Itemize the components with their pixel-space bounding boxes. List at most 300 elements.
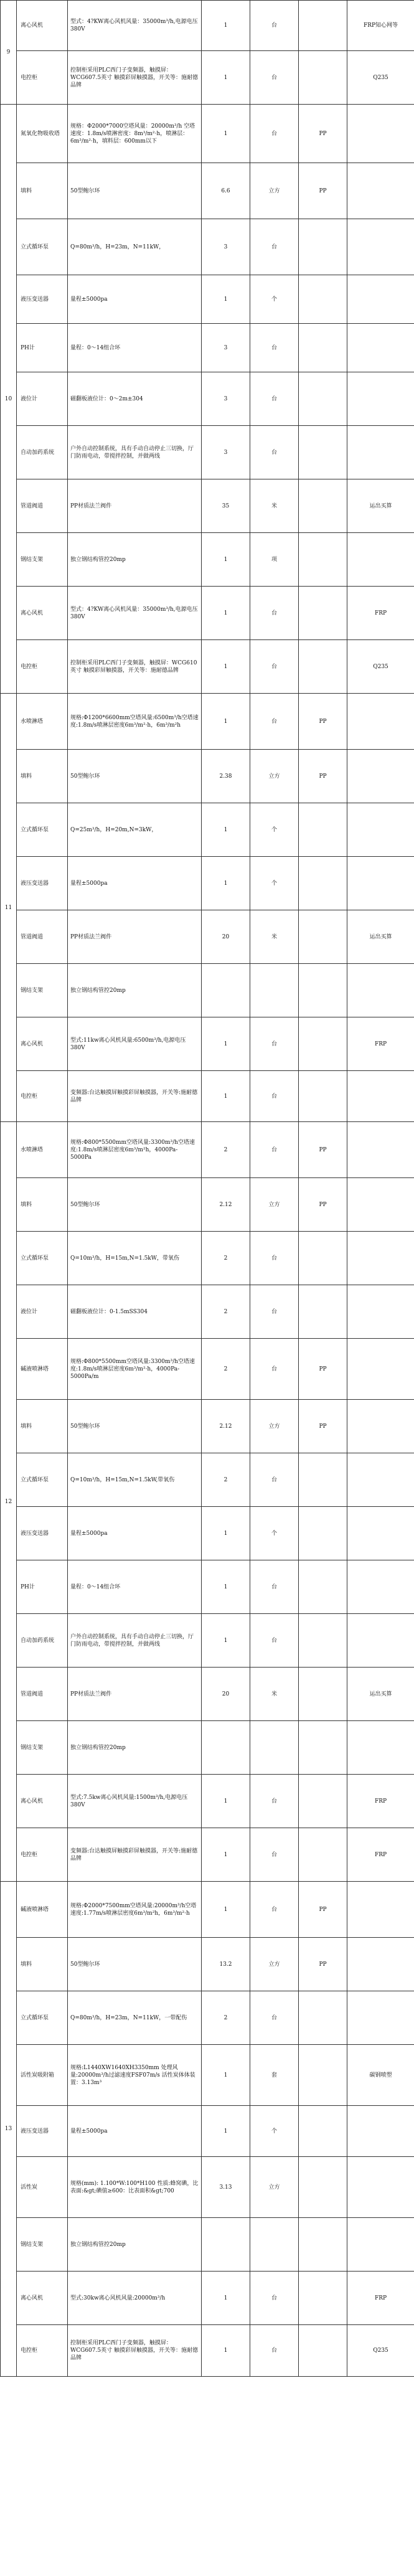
- unit-cell: 台: [250, 372, 299, 426]
- quantity-cell: 20: [202, 1668, 250, 1721]
- material-cell: [299, 1, 347, 51]
- material-cell: PP: [299, 1400, 347, 1453]
- quantity-cell: 2.12: [202, 1400, 250, 1453]
- spec-cell: 磁翻板液位计：0～2m±304: [68, 372, 202, 426]
- spec-cell: Q=25m³/h，H=20m,N=3kW，: [68, 803, 202, 857]
- remark-cell: [347, 1285, 414, 1339]
- spec-cell: PP材质法兰阀件: [68, 910, 202, 964]
- quantity-cell: 2: [202, 1122, 250, 1178]
- unit-cell: 台: [250, 1775, 299, 1828]
- spec-cell: 户外自动控制系统，具有手动自动停止三切换，厅门防雨电动，带搅拌控制，并做两线: [68, 426, 202, 479]
- item-name-cell: 钢结支架: [17, 533, 68, 587]
- quantity-cell: 20: [202, 910, 250, 964]
- remark-cell: [347, 1122, 414, 1178]
- table-row: [1, 2218, 414, 2272]
- unit-cell: 米: [250, 479, 299, 533]
- quantity-cell: 3: [202, 324, 250, 372]
- item-name-cell: 立式循环泵: [17, 1232, 68, 1285]
- quantity-cell: 1: [202, 275, 250, 324]
- item-name-cell: 立式循环泵: [17, 1991, 68, 2045]
- remark-cell: [347, 275, 414, 324]
- unit-cell: 台: [250, 219, 299, 275]
- quantity-cell: 1: [202, 857, 250, 910]
- quantity-cell: 1: [202, 1, 250, 51]
- quantity-cell: 3.13: [202, 2157, 250, 2218]
- quantity-cell: 35: [202, 479, 250, 533]
- spec-cell: 独立钢结构管控20mp: [68, 1721, 202, 1775]
- item-name-cell: 活性炭吸附箱: [17, 2045, 68, 2106]
- quantity-cell: 1: [202, 533, 250, 587]
- material-cell: [299, 2272, 347, 2325]
- item-name-cell: 电控柜: [17, 51, 68, 105]
- remark-cell: Q235: [347, 51, 414, 105]
- remark-cell: 运出买算: [347, 910, 414, 964]
- spec-cell: 型式：4?KW离心风机风量：35000m³/h,电源电压380V: [68, 1, 202, 51]
- material-cell: [299, 219, 347, 275]
- item-name-cell: 离心风机: [17, 587, 68, 640]
- remark-cell: [347, 857, 414, 910]
- unit-cell: 个: [250, 857, 299, 910]
- quantity-cell: 2.12: [202, 1178, 250, 1232]
- remark-cell: [347, 694, 414, 750]
- spec-cell: Q=80m³/h，H=23m，N=11kW，一带配伤: [68, 1991, 202, 2045]
- spec-cell: 控制柜采用PLC西门子变频器，触摸屏：WCG607.5英寸 触摸彩屏触摸器，开关等：施耐德品牌: [68, 51, 202, 105]
- spec-cell: 量程：0～14组合环: [68, 324, 202, 372]
- material-cell: [299, 2106, 347, 2157]
- unit-cell: 台: [250, 105, 299, 163]
- material-cell: [299, 1017, 347, 1071]
- group-number-cell: 10: [1, 105, 17, 694]
- material-cell: [299, 479, 347, 533]
- material-cell: [299, 1991, 347, 2045]
- material-cell: [299, 1828, 347, 1882]
- remark-cell: [347, 1339, 414, 1400]
- table-row: [1, 1178, 414, 1232]
- remark-cell: [347, 219, 414, 275]
- table-row: [1, 1938, 414, 1991]
- item-name-cell: 离心风机: [17, 2272, 68, 2325]
- material-cell: [299, 640, 347, 694]
- unit-cell: 台: [250, 694, 299, 750]
- spec-cell: 型式:30kw离心风机风量:20000m³/h: [68, 2272, 202, 2325]
- unit-cell: 立方: [250, 2157, 299, 2218]
- item-name-cell: 电控柜: [17, 2325, 68, 2377]
- quantity-cell: 1: [202, 1882, 250, 1938]
- group-number-cell: 9: [1, 1, 17, 105]
- item-name-cell: 水喷淋塔: [17, 694, 68, 750]
- spec-cell: 型式：4?KW离心风机风量：35000m³/h,电源电压380V: [68, 587, 202, 640]
- quantity-cell: 1: [202, 1828, 250, 1882]
- table-row: [1, 324, 414, 372]
- item-name-cell: 钢结支架: [17, 1721, 68, 1775]
- remark-cell: FRP: [347, 2272, 414, 2325]
- spec-cell: 量程±5000pa: [68, 857, 202, 910]
- table-row: [1, 1071, 414, 1122]
- quantity-cell: 3: [202, 372, 250, 426]
- spec-cell: 变频器:台达触摸屏触摸彩屏触摸器，开关等:施耐德品牌: [68, 1071, 202, 1122]
- item-name-cell: 液压变送器: [17, 2106, 68, 2157]
- item-name-cell: PH计: [17, 1560, 68, 1614]
- remark-cell: [347, 105, 414, 163]
- remark-cell: 运出买算: [347, 479, 414, 533]
- unit-cell: 台: [250, 324, 299, 372]
- item-name-cell: 液压变送器: [17, 275, 68, 324]
- remark-cell: FRP: [347, 587, 414, 640]
- group-number-cell: 13: [1, 1882, 17, 2377]
- material-cell: PP: [299, 1938, 347, 1991]
- material-cell: PP: [299, 694, 347, 750]
- table-row: [1, 803, 414, 857]
- spec-cell: 50型鲍尔环: [68, 1938, 202, 1991]
- quantity-cell: 2: [202, 1232, 250, 1285]
- quantity-cell: 1: [202, 1507, 250, 1560]
- table-row: [1, 1721, 414, 1775]
- spec-cell: 变频器:台达触摸屏触摸彩屏触摸器，开关等:施耐德品牌: [68, 1828, 202, 1882]
- unit-cell: 台: [250, 51, 299, 105]
- material-cell: [299, 1560, 347, 1614]
- unit-cell: 项: [250, 533, 299, 587]
- material-cell: [299, 1668, 347, 1721]
- spec-cell: 型式:11kw离心风机风量:6500m³/h,电源电压380V: [68, 1017, 202, 1071]
- quantity-cell: [202, 1721, 250, 1775]
- material-cell: [299, 51, 347, 105]
- unit-cell: 台: [250, 2272, 299, 2325]
- quantity-cell: 1: [202, 803, 250, 857]
- unit-cell: 台: [250, 1232, 299, 1285]
- material-cell: [299, 1285, 347, 1339]
- item-name-cell: 碱液喷淋塔: [17, 1339, 68, 1400]
- spec-cell: 量程±5000pa: [68, 1507, 202, 1560]
- quantity-cell: 1: [202, 640, 250, 694]
- material-cell: [299, 2325, 347, 2377]
- material-cell: PP: [299, 1339, 347, 1400]
- table-row: [1, 372, 414, 426]
- item-name-cell: 管道阀道: [17, 1668, 68, 1721]
- table-row: [1, 2272, 414, 2325]
- spec-cell: 规格:Φ800*5500mm空塔风量:3300m³/h空塔速度:1.8m/s喷淋层密度6m³/m²h，4000Pa-5000Pa: [68, 1122, 202, 1178]
- material-cell: [299, 857, 347, 910]
- remark-cell: [347, 1071, 414, 1122]
- spec-cell: 控制柜采用PLC西门子变频器，触摸屏：WCG607.5英寸 触摸彩屏触摸器，开关等：施耐德品牌: [68, 2325, 202, 2377]
- item-name-cell: 自动加药系统: [17, 1614, 68, 1668]
- item-name-cell: 电控柜: [17, 1828, 68, 1882]
- remark-cell: [347, 1614, 414, 1668]
- table-row: [1, 479, 414, 533]
- table-row: [1, 750, 414, 803]
- table-row: [1, 426, 414, 479]
- spec-cell: 50型鲍尔环: [68, 750, 202, 803]
- item-name-cell: 立式循环泵: [17, 219, 68, 275]
- table-row: [1, 1285, 414, 1339]
- spec-cell: 控制柜采用PLC西门子变频器，触摸屏：WCG610英寸 触摸彩屏触摸器，开关等：施耐德品牌: [68, 640, 202, 694]
- quantity-cell: 1: [202, 2272, 250, 2325]
- unit-cell: 套: [250, 2045, 299, 2106]
- spec-cell: PP材质法兰阀件: [68, 479, 202, 533]
- table-row: [1, 1668, 414, 1721]
- remark-cell: [347, 2106, 414, 2157]
- remark-cell: FRP: [347, 1775, 414, 1828]
- remark-cell: [347, 1232, 414, 1285]
- material-cell: PP: [299, 1178, 347, 1232]
- material-cell: PP: [299, 1122, 347, 1178]
- table-row: [1, 1507, 414, 1560]
- spec-cell: 独立钢结构管控20mp: [68, 964, 202, 1017]
- material-cell: PP: [299, 105, 347, 163]
- remark-cell: [347, 1991, 414, 2045]
- remark-cell: 运出买算: [347, 1668, 414, 1721]
- material-cell: [299, 1721, 347, 1775]
- remark-cell: [347, 324, 414, 372]
- item-name-cell: 管道阀道: [17, 910, 68, 964]
- unit-cell: 台: [250, 1, 299, 51]
- table-row: [1, 694, 414, 750]
- unit-cell: 台: [250, 1828, 299, 1882]
- table-row: [1, 587, 414, 640]
- remark-cell: [347, 803, 414, 857]
- item-name-cell: 离心风机: [17, 1, 68, 51]
- spec-cell: 独立钢结构管控20mp: [68, 2218, 202, 2272]
- unit-cell: 立方: [250, 750, 299, 803]
- remark-cell: [347, 2157, 414, 2218]
- spec-cell: 独立钢结构管控20mp: [68, 533, 202, 587]
- item-name-cell: 管道阀道: [17, 479, 68, 533]
- item-name-cell: 电控柜: [17, 640, 68, 694]
- material-cell: PP: [299, 750, 347, 803]
- spec-cell: 规格：Φ2000*7000空塔风量：20000m³/h 空塔速度：1.8m/s喷淋密度：8m³/m²·h，喷淋层：6m³/m²·h，填料层：600mm以下: [68, 105, 202, 163]
- material-cell: [299, 964, 347, 1017]
- item-name-cell: 离心风机: [17, 1017, 68, 1071]
- table-row: [1, 1339, 414, 1400]
- remark-cell: [347, 1882, 414, 1938]
- unit-cell: 台: [250, 1453, 299, 1507]
- quantity-cell: 3: [202, 426, 250, 479]
- unit-cell: 个: [250, 275, 299, 324]
- quantity-cell: 1: [202, 105, 250, 163]
- table-row: [1, 910, 414, 964]
- table-row: [1, 533, 414, 587]
- unit-cell: 台: [250, 1285, 299, 1339]
- table-row: [1, 1828, 414, 1882]
- material-cell: [299, 1614, 347, 1668]
- table-row: [1, 1614, 414, 1668]
- remark-cell: [347, 163, 414, 219]
- remark-cell: [347, 1178, 414, 1232]
- unit-cell: 米: [250, 910, 299, 964]
- table-row: [1, 51, 414, 105]
- quantity-cell: 1: [202, 1071, 250, 1122]
- quantity-cell: 1: [202, 2106, 250, 2157]
- table-row: [1, 1017, 414, 1071]
- unit-cell: [250, 2218, 299, 2272]
- item-name-cell: 填料: [17, 750, 68, 803]
- unit-cell: 台: [250, 1560, 299, 1614]
- unit-cell: 立方: [250, 163, 299, 219]
- table-row: [1, 219, 414, 275]
- material-cell: PP: [299, 163, 347, 219]
- item-name-cell: 水喷淋塔: [17, 1122, 68, 1178]
- quantity-cell: 2: [202, 1339, 250, 1400]
- item-name-cell: 填料: [17, 163, 68, 219]
- table-row: [1, 1, 414, 51]
- remark-cell: [347, 1453, 414, 1507]
- spec-cell: 户外自动控制系统，具有手动自动停止三切换，厅门防雨电动，带搅拌控制，并做两线: [68, 1614, 202, 1668]
- remark-cell: [347, 426, 414, 479]
- unit-cell: 立方: [250, 1178, 299, 1232]
- material-cell: [299, 324, 347, 372]
- table-row: [1, 1232, 414, 1285]
- remark-cell: [347, 2218, 414, 2272]
- quantity-cell: 2: [202, 1285, 250, 1339]
- table-row: [1, 2325, 414, 2377]
- spec-cell: 规格(mm): 1.100*W:100*H100 性质:蜂窝碘，比表面:&gt;碘值≥600：比表面积&gt;700: [68, 2157, 202, 2218]
- material-cell: [299, 910, 347, 964]
- item-name-cell: 立式循环泵: [17, 803, 68, 857]
- unit-cell: 个: [250, 1507, 299, 1560]
- quantity-cell: 1: [202, 1614, 250, 1668]
- material-cell: [299, 2045, 347, 2106]
- quantity-cell: 1: [202, 587, 250, 640]
- material-cell: [299, 426, 347, 479]
- quantity-cell: 2: [202, 1991, 250, 2045]
- quantity-cell: [202, 2218, 250, 2272]
- remark-cell: 碳钢喷塑: [347, 2045, 414, 2106]
- remark-cell: Q235: [347, 640, 414, 694]
- remark-cell: [347, 1721, 414, 1775]
- remark-cell: [347, 372, 414, 426]
- table-row: [1, 640, 414, 694]
- quantity-cell: 1: [202, 1775, 250, 1828]
- material-cell: [299, 587, 347, 640]
- item-name-cell: 钢结支架: [17, 964, 68, 1017]
- item-name-cell: 填料: [17, 1938, 68, 1991]
- item-name-cell: 液位计: [17, 372, 68, 426]
- spec-cell: 量程±5000pa: [68, 275, 202, 324]
- table-row: [1, 2045, 414, 2106]
- material-cell: [299, 803, 347, 857]
- unit-cell: 立方: [250, 1938, 299, 1991]
- material-cell: [299, 1071, 347, 1122]
- spec-cell: 50型鲍尔环: [68, 1400, 202, 1453]
- table-row: [1, 1775, 414, 1828]
- remark-cell: [347, 533, 414, 587]
- material-cell: [299, 533, 347, 587]
- table-body: [1, 1, 414, 2377]
- table-row: [1, 1882, 414, 1938]
- remark-cell: [347, 964, 414, 1017]
- unit-cell: 台: [250, 1991, 299, 2045]
- group-number-cell: 12: [1, 1122, 17, 1882]
- unit-cell: [250, 964, 299, 1017]
- material-cell: PP: [299, 1882, 347, 1938]
- unit-cell: 立方: [250, 1400, 299, 1453]
- material-cell: [299, 1232, 347, 1285]
- spec-cell: 规格:Φ800*5500mm空塔风量:3300m³/h空塔速度:1.8m/s喷淋层密度6m³/m²·h，4000Pa-5000Pa/m: [68, 1339, 202, 1400]
- table-row: [1, 275, 414, 324]
- remark-cell: [347, 750, 414, 803]
- item-name-cell: 活性炭: [17, 2157, 68, 2218]
- group-number-cell: 11: [1, 694, 17, 1122]
- remark-cell: [347, 1560, 414, 1614]
- spec-cell: 规格:L1440XW1640XH3350mm 处理风量:20000m³/h过滤速度FSF07m/s 活性炭体体装置：3.13m³: [68, 2045, 202, 2106]
- remark-cell: [347, 1938, 414, 1991]
- item-name-cell: 氮氧化物吸收塔: [17, 105, 68, 163]
- unit-cell: 个: [250, 803, 299, 857]
- item-name-cell: 碱液喷淋塔: [17, 1882, 68, 1938]
- quantity-cell: [202, 964, 250, 1017]
- material-cell: [299, 2218, 347, 2272]
- item-name-cell: 填料: [17, 1400, 68, 1453]
- unit-cell: 台: [250, 2325, 299, 2377]
- quantity-cell: 13.2: [202, 1938, 250, 1991]
- spec-cell: Q=80m³/h，H=23m，N=11kW，: [68, 219, 202, 275]
- unit-cell: 台: [250, 640, 299, 694]
- spec-cell: 规格:Φ1200*6600mm空塔风量:6500m³/h空塔速度:1.8m/s喷淋层密度6m³/m²·h，6m³/m²h: [68, 694, 202, 750]
- table-row: [1, 2157, 414, 2218]
- remark-cell: Q235: [347, 2325, 414, 2377]
- spec-cell: 50型鲍尔环: [68, 163, 202, 219]
- item-name-cell: 电控柜: [17, 1071, 68, 1122]
- quantity-cell: 1: [202, 1560, 250, 1614]
- quantity-cell: 1: [202, 2045, 250, 2106]
- spec-cell: 量程±5000pa: [68, 2106, 202, 2157]
- table-row: [1, 1453, 414, 1507]
- spec-cell: 型式:7.5kw离心风机风量:1500m³/h,电源电压380V: [68, 1775, 202, 1828]
- item-name-cell: 立式循环泵: [17, 1453, 68, 1507]
- item-name-cell: 离心风机: [17, 1775, 68, 1828]
- unit-cell: 米: [250, 1668, 299, 1721]
- table-row: [1, 1400, 414, 1453]
- spec-cell: 磁翻板液位计：0-1.5mSS304: [68, 1285, 202, 1339]
- quantity-cell: 6.6: [202, 163, 250, 219]
- remark-cell: FRP: [347, 1828, 414, 1882]
- spec-cell: PP材质法兰阀件: [68, 1668, 202, 1721]
- item-name-cell: 填料: [17, 1178, 68, 1232]
- quantity-cell: 2.38: [202, 750, 250, 803]
- table-row: [1, 857, 414, 910]
- material-cell: [299, 2157, 347, 2218]
- spec-cell: 量程：0～14组合环: [68, 1560, 202, 1614]
- material-cell: [299, 1775, 347, 1828]
- material-cell: [299, 372, 347, 426]
- quantity-cell: 1: [202, 1017, 250, 1071]
- spec-cell: Q=10m³/h，H=15m,N=1.5kW，带氧伤: [68, 1232, 202, 1285]
- table-row: [1, 163, 414, 219]
- unit-cell: 台: [250, 1339, 299, 1400]
- quantity-cell: 1: [202, 51, 250, 105]
- table-row: [1, 2106, 414, 2157]
- item-name-cell: PH计: [17, 324, 68, 372]
- item-name-cell: 液压变送器: [17, 857, 68, 910]
- item-name-cell: 液位计: [17, 1285, 68, 1339]
- unit-cell: 个: [250, 2106, 299, 2157]
- table-row: [1, 1560, 414, 1614]
- spec-cell: Q=10m³/h，H=15m,N=1.5kW,带氧伤: [68, 1453, 202, 1507]
- material-cell: [299, 1507, 347, 1560]
- unit-cell: [250, 1721, 299, 1775]
- table-row: [1, 1991, 414, 2045]
- material-cell: [299, 1453, 347, 1507]
- spec-cell: 50型鲍尔环: [68, 1178, 202, 1232]
- item-name-cell: 自动加药系统: [17, 426, 68, 479]
- table-row: [1, 964, 414, 1017]
- unit-cell: 台: [250, 1017, 299, 1071]
- unit-cell: 台: [250, 426, 299, 479]
- table-row: [1, 1122, 414, 1178]
- remark-cell: FRP: [347, 1017, 414, 1071]
- unit-cell: 台: [250, 1122, 299, 1178]
- table-row: [1, 105, 414, 163]
- unit-cell: 台: [250, 1071, 299, 1122]
